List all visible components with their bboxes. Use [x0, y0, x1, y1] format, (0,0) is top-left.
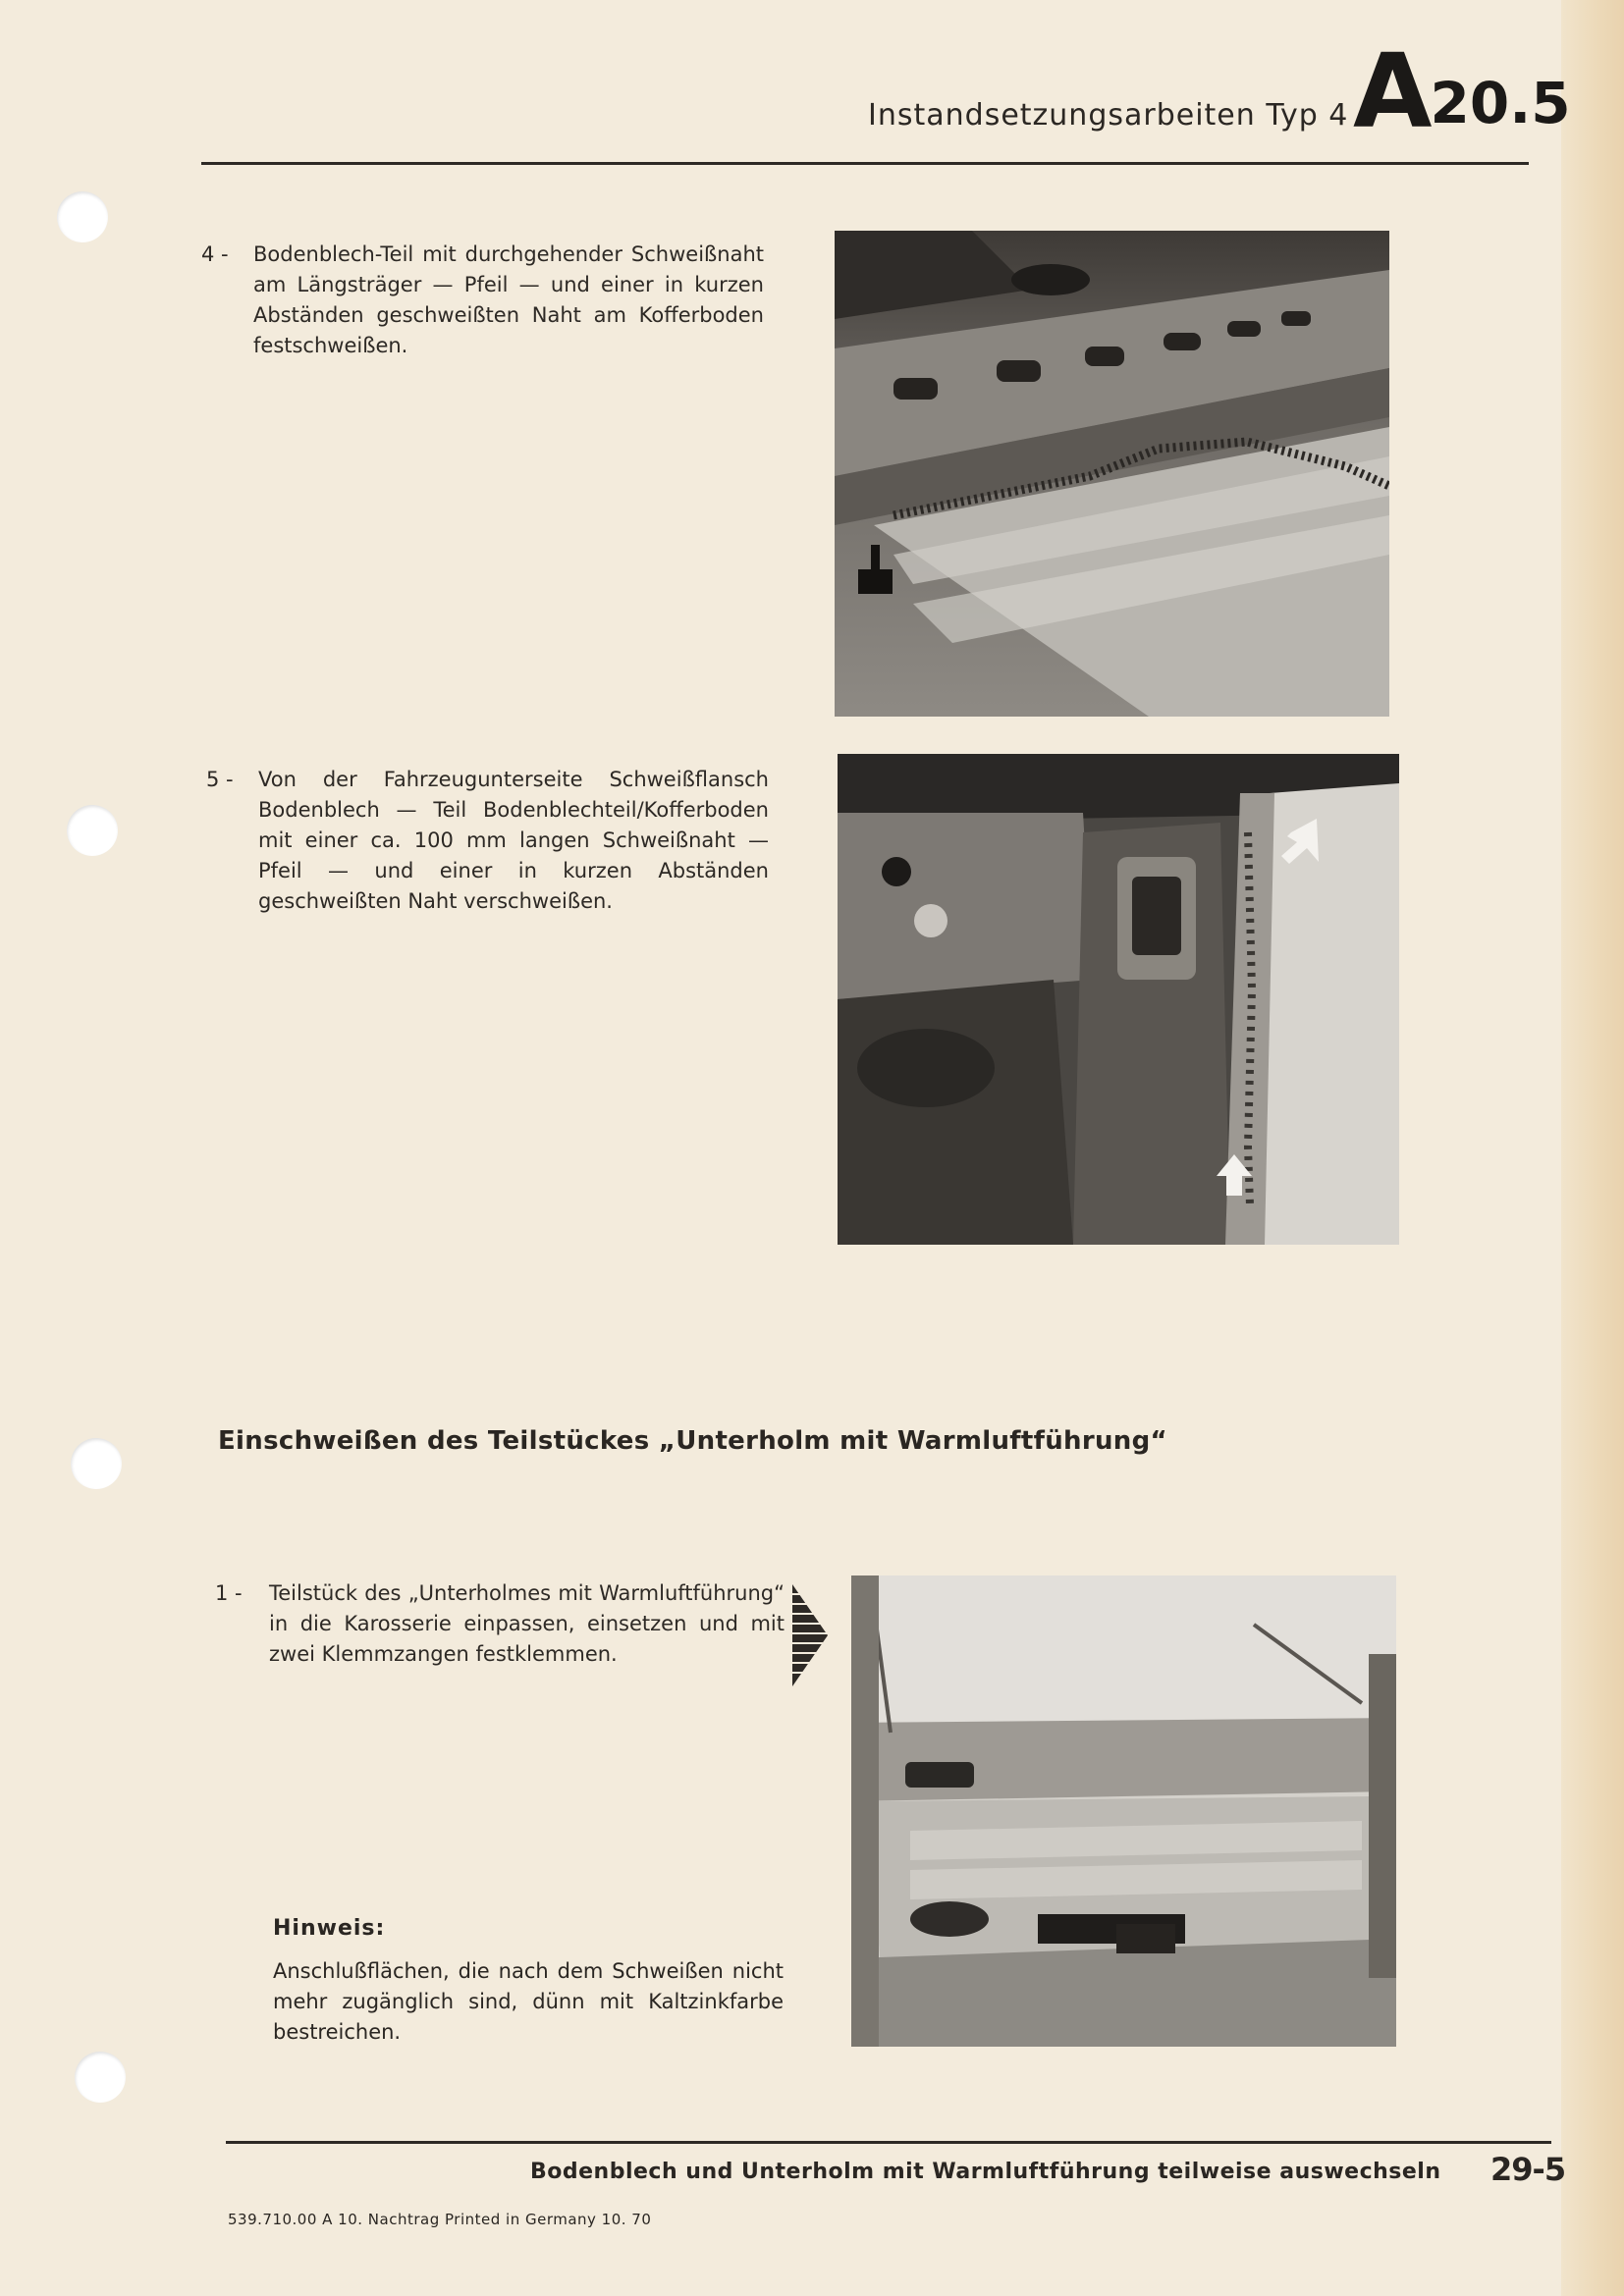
step-number: 5 -: [206, 768, 234, 791]
note-text: Anschlußflächen, die nach dem Schweißen nicht mehr zugänglich sind, dünn mit Kaltzinkfarbe bestreichen.: [273, 1959, 784, 2044]
step-text: Von der Fahrzeugunterseite Schweißflansch Bodenblech — Teil Bodenblechteil/Kofferboden mit einer ca. 100 mm langen Schweißnaht — Pfeil — und einer in kurzen Abständen geschweißten Naht verschweißen.: [258, 768, 769, 913]
print-info: 539.710.00 A 10. Nachtrag Printed in Germany 10. 70: [228, 2211, 652, 2228]
footer-title: Bodenblech und Unterholm mit Warmluftführung teilweise auswechseln: [530, 2160, 1441, 2184]
photo-section-step-1-trunk-interior: [851, 1575, 1396, 2047]
step-number: 1 -: [215, 1581, 243, 1605]
punch-hole: [71, 1438, 122, 1489]
photo-step-4-seam-weld: [835, 231, 1389, 717]
header-title: Instandsetzungsarbeiten Typ 4: [868, 98, 1349, 133]
punch-hole: [67, 805, 118, 856]
page-number: 29-5: [1490, 2151, 1566, 2188]
photo-step-5-underside-weld: [838, 754, 1399, 1245]
section-code: [1353, 31, 1571, 151]
punch-hole: [75, 2052, 126, 2103]
note-heading: Hinweis:: [273, 1916, 386, 1941]
footer-rule: [226, 2141, 1551, 2144]
section-title: Einschweißen des Teilstückes „Unterholm mit Warmluftführung“: [218, 1426, 1167, 1456]
punch-hole: [57, 191, 108, 242]
continue-arrow-icon: [792, 1584, 828, 1686]
step-number: 4 -: [201, 242, 229, 266]
step-text: Teilstück des „Unterholmes mit Warmluftführung“ in die Karosserie einpassen, einsetzen und mit zwei Klemmzangen festklemmen.: [269, 1581, 785, 1666]
header-rule: [201, 162, 1529, 165]
step-text: Bodenblech-Teil mit durchgehender Schweißnaht am Längsträger — Pfeil — und einer in kurzen Abständen geschweißten Naht am Kofferboden festschweißen.: [253, 242, 764, 357]
section-code-number: 20.5: [1430, 70, 1571, 136]
section-code-letter: A: [1353, 31, 1431, 151]
page-edge-shading: [1561, 0, 1624, 2296]
